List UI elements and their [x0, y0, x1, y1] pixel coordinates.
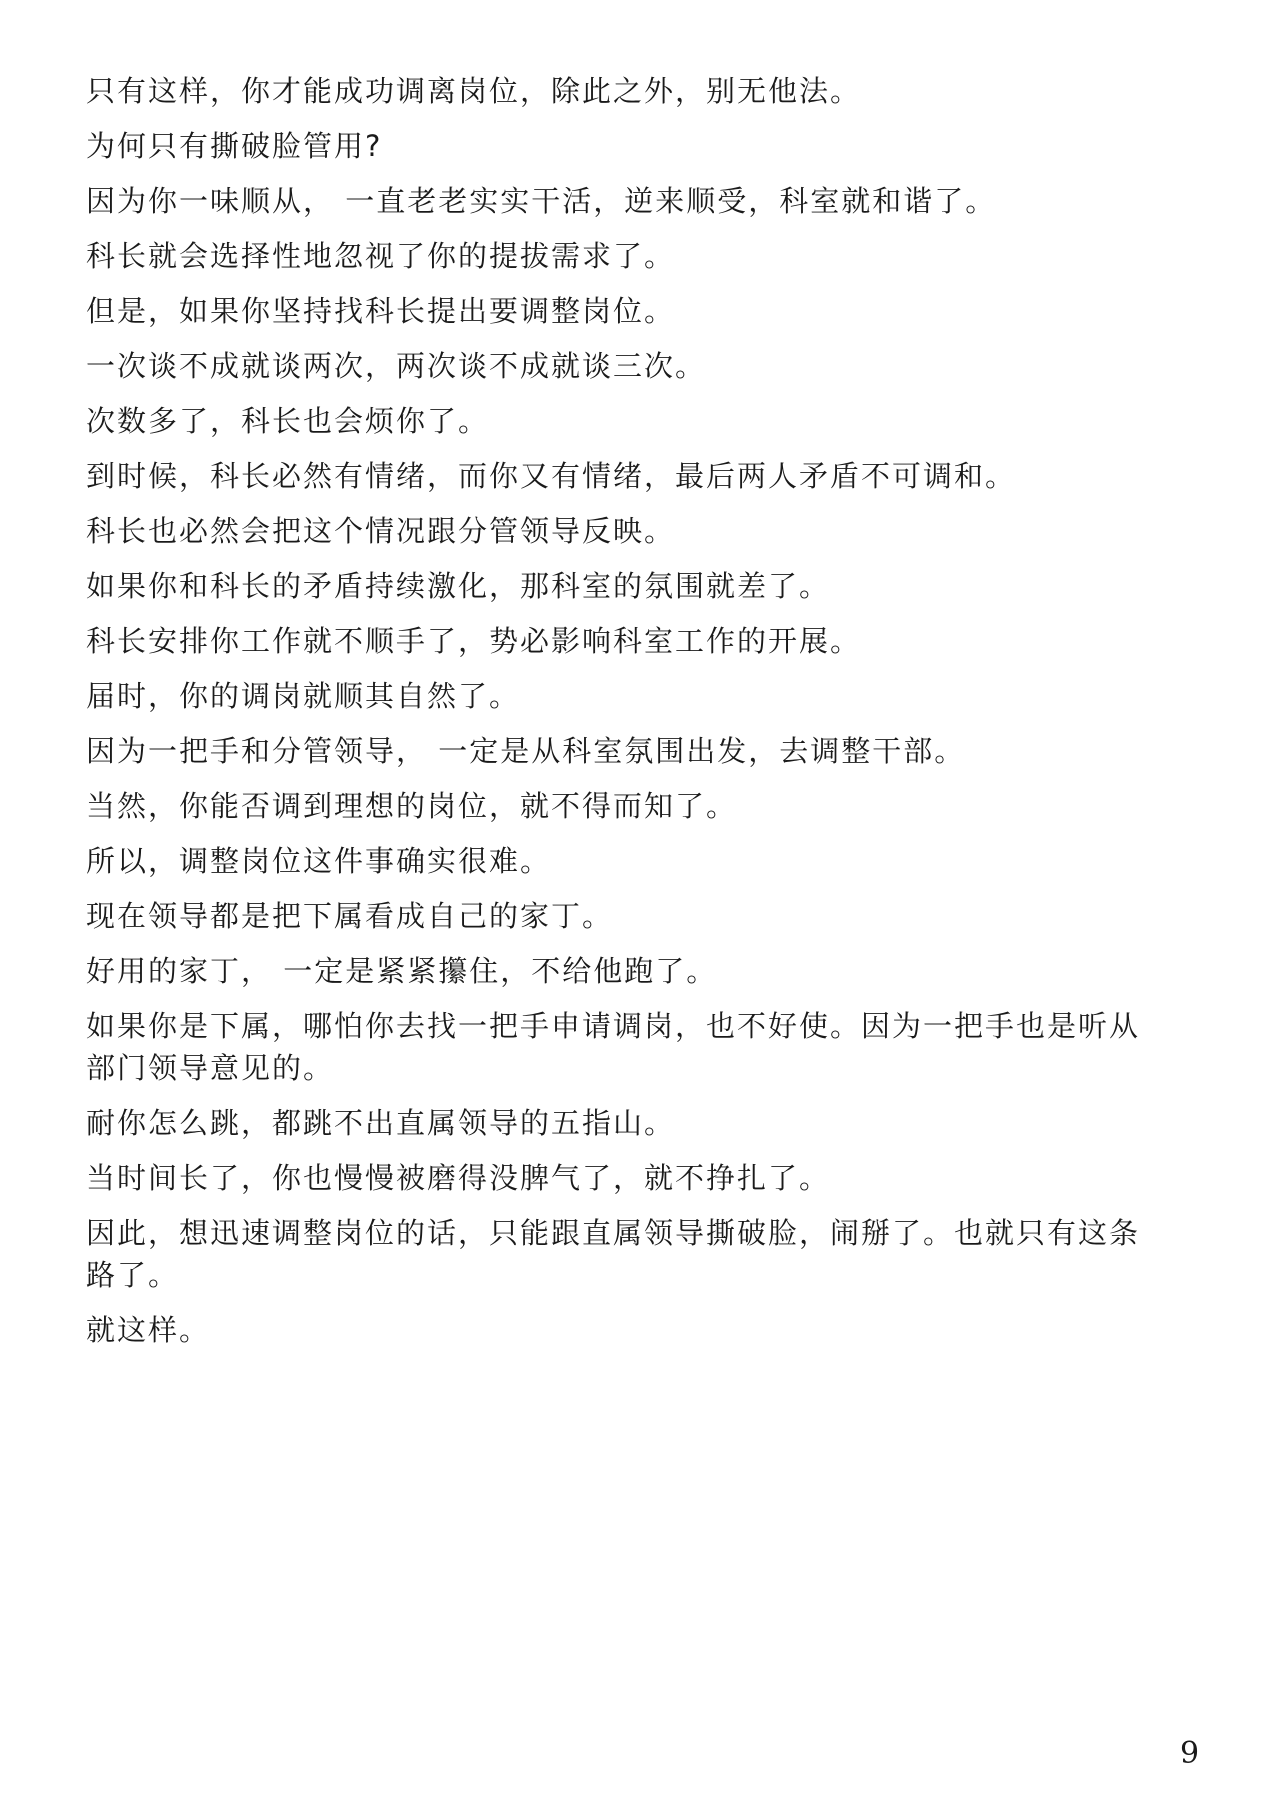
paragraph: 届时，你的调岗就顺其自然了。 [86, 679, 521, 713]
paragraph: 现在领导都是把下属看成自己的家丁。 [86, 899, 614, 933]
paragraph: 所以，调整岗位这件事确实很难。 [86, 844, 552, 878]
paragraph: 因此，想迅速调整岗位的话，只能跟直属领导撕破脸，闹掰了。也就只有这条路了。 [86, 1216, 1141, 1292]
paragraph: 但是，如果你坚持找科长提出要调整岗位。 [86, 294, 676, 328]
paragraph: 一次谈不成就谈两次，两次谈不成就谈三次。 [86, 349, 707, 383]
paragraph: 为何只有撕破脸管用? [86, 129, 383, 163]
paragraph: 到时候，科长必然有情绪，而你又有情绪，最后两人矛盾不可调和。 [86, 459, 1017, 493]
paragraph: 次数多了，科长也会烦你了。 [86, 404, 490, 438]
paragraph: 如果你和科长的矛盾持续激化，那科室的氛围就差了。 [86, 569, 831, 603]
paragraph: 好用的家丁， 一定是紧紧攥住，不给他跑了。 [86, 954, 718, 988]
paragraph: 耐你怎么跳，都跳不出直属领导的五指山。 [86, 1106, 676, 1140]
paragraph: 当时间长了，你也慢慢被磨得没脾气了，就不挣扎了。 [86, 1161, 831, 1195]
paragraph: 科长安排你工作就不顺手了，势必影响科室工作的开展。 [86, 624, 862, 658]
paragraph: 如果你是下属，哪怕你去找一把手申请调岗，也不好使。因为一把手也是听从部门领导意见的。 [86, 1009, 1141, 1085]
paragraph: 就这样。 [86, 1313, 211, 1347]
paragraph: 因为你一味顺从， 一直老老实实干活，逆来顺受，科室就和谐了。 [86, 184, 997, 218]
paragraph: 当然，你能否调到理想的岗位，就不得而知了。 [86, 789, 738, 823]
page-number: 9 [1180, 1736, 1200, 1771]
paragraph: 科长就会选择性地忽视了你的提拔需求了。 [86, 239, 676, 273]
paragraph: 因为一把手和分管领导， 一定是从科室氛围出发，去调整干部。 [86, 734, 966, 768]
paragraph: 只有这样，你才能成功调离岗位，除此之外，别无他法。 [86, 74, 862, 108]
paragraph: 科长也必然会把这个情况跟分管领导反映。 [86, 514, 676, 548]
body-text [86, 70, 1156, 1364]
